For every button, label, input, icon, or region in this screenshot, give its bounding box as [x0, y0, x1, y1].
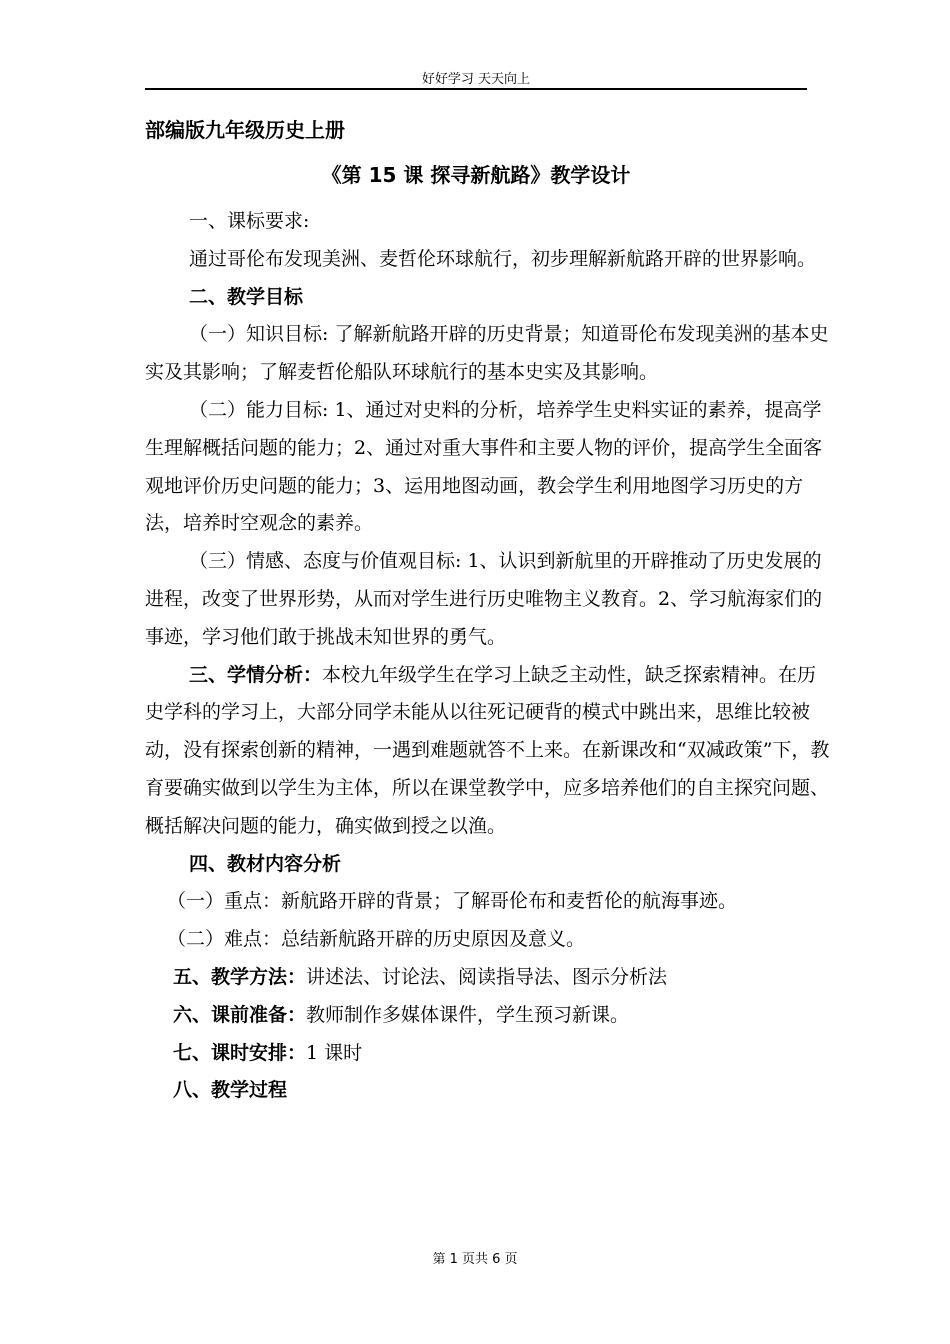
- section-7: [145, 1035, 830, 1073]
- emotion-goal: （三）情感、态度与价值观目标: 1、认识到新航里的开辟推动了历史发展的进程，改变了世界形势，从而对学生进行历史唯物主义教育。2、学习航海家们的事迹，学习他们敢于挑战未知世界的勇气。: [145, 550, 823, 648]
- document-body: [145, 203, 830, 1110]
- section-2-heading: 二、教学目标: [189, 285, 304, 308]
- section-7-body: 1 课时: [306, 1041, 363, 1064]
- section-6-label: 六、课前准备：: [173, 1003, 307, 1026]
- section-3-label: 三、学情分析：: [189, 663, 323, 686]
- section-1-heading: 一、课标要求:: [189, 210, 310, 232]
- section-3-body: 本校九年级学生在学习上缺乏主动性，缺乏探索精神。在历史学科的学习上，大部分同学未能从以往死记硬背的模式中跳出来，思维比较被动，没有探索创新的精神，一遇到难题就答不上来。在新课改和“双减政策”下，教育要确实做到以学生为主体，所以在课堂教学中，应多培养他们的自主探究问题、概括解决问题的能力，确实做到授之以渔。: [145, 663, 830, 837]
- page-footer: 第 1 页共 6 页: [432, 1252, 518, 1267]
- section-4-heading: 四、教材内容分析: [189, 852, 342, 875]
- knowledge-goal: （一）知识目标: 了解新航路开辟的历史背景；知道哥伦布发现美洲的基本史实及其影响；了解麦哲伦船队环球航行的基本史实及其影响。: [145, 323, 829, 384]
- section-6-body: 教师制作多媒体课件，学生预习新课。: [306, 1003, 630, 1026]
- section-3: [145, 657, 830, 846]
- page-header: 好好学习 天天向上: [421, 72, 531, 87]
- section-6: [145, 997, 830, 1035]
- header-rule: [145, 88, 807, 90]
- section-5-body: 讲述法、讨论法、阅读指导法、图示分析法: [306, 965, 668, 988]
- section-1-body: 通过哥伦布发现美洲、麦哲伦环球航行，初步理解新航路开辟的世界影响。: [189, 247, 817, 270]
- key-point: （一）重点：新航路开辟的背景；了解哥伦布和麦哲伦的航海事迹。: [167, 890, 738, 913]
- doc-title: 部编版九年级历史上册: [145, 118, 345, 142]
- section-5: [145, 959, 830, 997]
- difficult-point: （二）难点：总结新航路开辟的历史原因及意义。: [167, 928, 586, 951]
- section-5-label: 五、教学方法：: [173, 965, 307, 988]
- ability-goal: （二）能力目标: 1、通过对史料的分析，培养学生史料实证的素养，提高学生理解概括问题的能力；2、通过对重大事件和主要人物的评价，提高学生全面客观地评价历史问题的能力；3、运用地图动画，教会学生利用地图学习历史的方法，培养时空观念的素养。: [145, 398, 823, 535]
- section-7-label: 七、课时安排：: [173, 1041, 307, 1064]
- section-8-heading: 八、教学过程: [173, 1079, 288, 1102]
- doc-subtitle: 《第 15 课 探寻新航路》教学设计: [321, 163, 631, 187]
